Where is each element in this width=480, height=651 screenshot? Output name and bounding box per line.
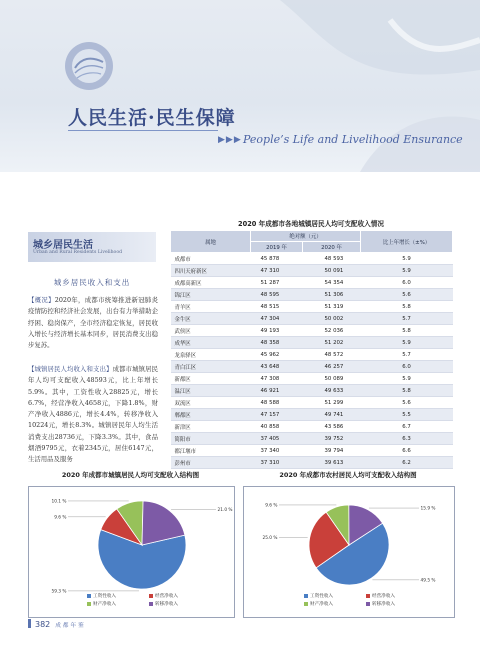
- title-divider: [68, 130, 218, 131]
- pie-data-label: 49.5 %: [420, 578, 436, 584]
- book-name: 成都年鉴: [55, 623, 86, 629]
- cell-2019: 40 858: [251, 421, 303, 433]
- page-title: 人民生活·民生保障: [68, 107, 236, 129]
- table-row: [171, 433, 453, 445]
- cell-2019: 37 405: [251, 433, 303, 445]
- header-amount: 绝对额（元）: [251, 231, 361, 242]
- table-row: [171, 289, 453, 301]
- pie-chart-urban: [29, 487, 234, 597]
- table-row: [171, 409, 453, 421]
- legend-item: [149, 593, 178, 599]
- cell-region: 成都高新区: [171, 277, 251, 289]
- legend-label: 财产净收入: [93, 602, 116, 607]
- table-row: [171, 385, 453, 397]
- cell-2019: 51 287: [251, 277, 303, 289]
- cell-2020: 54 354: [303, 277, 361, 289]
- cell-growth: 5.8: [361, 301, 453, 313]
- legend-swatch: [366, 594, 370, 598]
- header-region: 属地: [171, 231, 251, 253]
- legend-swatch: [366, 602, 370, 606]
- table-row: [171, 277, 453, 289]
- table-row: [171, 265, 453, 277]
- cell-region: 成华区: [171, 337, 251, 349]
- legend-label: 工资性收入: [310, 594, 333, 599]
- page-title-english: People’s Life and Livelihood Ensurance: [243, 133, 463, 146]
- cell-region: 青白江区: [171, 361, 251, 373]
- pie-data-label: 59.3 %: [51, 589, 67, 595]
- cell-2019: 47 304: [251, 313, 303, 325]
- legend-item: [304, 593, 333, 599]
- cell-2020: 43 586: [303, 421, 361, 433]
- cell-2020: 48 593: [303, 253, 361, 265]
- cell-growth: 5.7: [361, 349, 453, 361]
- cell-region: 简阳市: [171, 433, 251, 445]
- page-number: 382: [35, 620, 51, 629]
- table-row: [171, 373, 453, 385]
- paragraph-text: 2020年，成都市统筹推进新冠肺炎疫情防控和经济社会发展，出台有力举措助企纾困、稳岗保产，全市经济稳定恢复，居民收入增长与经济增长基本同步，居民消费支出稳步复苏。: [28, 296, 159, 350]
- cell-2020: 50 091: [303, 265, 361, 277]
- cell-growth: 6.0: [361, 277, 453, 289]
- cell-growth: 5.9: [361, 253, 453, 265]
- cell-region: 金牛区: [171, 313, 251, 325]
- table-row: [171, 457, 453, 469]
- cell-growth: 5.9: [361, 265, 453, 277]
- header-2019: 2019 年: [251, 242, 303, 253]
- cell-2020: 50 002: [303, 313, 361, 325]
- cell-growth: 5.9: [361, 337, 453, 349]
- section-heading-box: [28, 232, 156, 262]
- chart-title-urban: 2020 年成都市城镇居民人均可支配收入结构图: [61, 471, 200, 479]
- pie-data-label: 21.0 %: [217, 507, 233, 513]
- table-row: [171, 301, 453, 313]
- cell-region: 双流区: [171, 397, 251, 409]
- legend-swatch: [304, 602, 308, 606]
- cell-2019: 48 595: [251, 289, 303, 301]
- cell-region: 龙泉驿区: [171, 349, 251, 361]
- cell-2019: 43 648: [251, 361, 303, 373]
- pie-data-label: 9.6 %: [54, 515, 67, 521]
- legend-swatch: [149, 602, 153, 606]
- cell-growth: 6.3: [361, 433, 453, 445]
- cell-2019: 37 310: [251, 457, 303, 469]
- legend-item: [366, 601, 395, 607]
- chart-rural: [243, 486, 455, 618]
- paragraph-tag: 【概况】: [28, 296, 55, 304]
- cell-growth: 6.6: [361, 445, 453, 457]
- legend-item: [149, 601, 178, 607]
- legend-label: 转移净收入: [372, 602, 395, 607]
- cell-2020: 39 752: [303, 433, 361, 445]
- cell-growth: 5.8: [361, 325, 453, 337]
- emblem-icon: [63, 40, 115, 92]
- cell-2019: 45 962: [251, 349, 303, 361]
- footer-bar: [28, 619, 31, 628]
- cell-2019: 48 515: [251, 301, 303, 313]
- cell-2020: 51 306: [303, 289, 361, 301]
- pie-data-label: 10.1 %: [51, 499, 67, 505]
- cell-2020: 52 036: [303, 325, 361, 337]
- section-title: 城乡居民生活: [33, 240, 93, 251]
- legend-label: 经营净收入: [155, 594, 178, 599]
- cell-2020: 51 319: [303, 301, 361, 313]
- cell-region: 青羊区: [171, 301, 251, 313]
- cell-2019: 47 157: [251, 409, 303, 421]
- cell-region: 武侯区: [171, 325, 251, 337]
- legend-label: 财产净收入: [310, 602, 333, 607]
- cell-growth: 5.9: [361, 373, 453, 385]
- table-row: [171, 397, 453, 409]
- header-band: [0, 0, 480, 172]
- table-row: [171, 421, 453, 433]
- pie-data-label: 25.0 %: [262, 536, 278, 542]
- cell-region: 新津区: [171, 421, 251, 433]
- table-row: [171, 325, 453, 337]
- paragraph-urban: [28, 364, 158, 466]
- wave-decoration: [240, 0, 480, 172]
- arrows-icon: ▶▶▶: [218, 135, 242, 145]
- cell-region: 新都区: [171, 373, 251, 385]
- chart-title-rural: 2020 年成都市农村居民人均可支配收入结构图: [279, 471, 417, 479]
- pie-data-label: 9.6 %: [265, 503, 278, 509]
- cell-region: 温江区: [171, 385, 251, 397]
- paragraph-tag: 【城镇居民人均收入和支出】: [28, 365, 113, 373]
- income-table: [170, 230, 453, 469]
- cell-region: 郫都区: [171, 409, 251, 421]
- table-row: [171, 445, 453, 457]
- cell-growth: 6.7: [361, 421, 453, 433]
- cell-2019: 48 358: [251, 337, 303, 349]
- cell-growth: 6.0: [361, 361, 453, 373]
- legend-item: [87, 601, 116, 607]
- cell-2019: 45 878: [251, 253, 303, 265]
- section-subtitle: Urban and Rural Residents Livelihood: [33, 250, 123, 255]
- header-growth: 比上年增长（±%）: [361, 231, 453, 253]
- cell-2020: 50 089: [303, 373, 361, 385]
- header-2020: 2020 年: [303, 242, 361, 253]
- table-row: [171, 349, 453, 361]
- sub-heading: 城乡居民收入和支出: [53, 278, 131, 287]
- table-row: [171, 313, 453, 325]
- cell-growth: 5.5: [361, 409, 453, 421]
- legend-item: [366, 593, 395, 599]
- cell-region: 彭州市: [171, 457, 251, 469]
- cell-2019: 37 340: [251, 445, 303, 457]
- legend-swatch: [87, 594, 91, 598]
- cell-growth: 5.6: [361, 397, 453, 409]
- chart-urban: [28, 486, 235, 618]
- pie-data-label: 15.9 %: [420, 506, 436, 512]
- cell-region: 都江堰市: [171, 445, 251, 457]
- cell-2020: 39 794: [303, 445, 361, 457]
- cell-2020: 51 202: [303, 337, 361, 349]
- legend-item: [87, 593, 116, 599]
- legend-label: 转移净收入: [155, 602, 178, 607]
- pie-chart-rural: [244, 487, 454, 597]
- table-row: [171, 337, 453, 349]
- cell-growth: 5.7: [361, 313, 453, 325]
- paragraph-text: 成都市城镇居民年人均可支配收入48593元，比上年增长5.9%。其中，工资性收入28825元，增长6.7%，经营净收入4658元，下降1.8%，财产净收入4886元，增长4.4%，转移净收入10224元，增长8.3%。城镇居民年人均生活消费支出28736元，下降3.3%。其中，食品烟酒9795元，衣着2345元，居住6147元，生活用品及服务: [28, 365, 159, 464]
- legend-swatch: [149, 594, 153, 598]
- legend-swatch: [87, 602, 91, 606]
- table-title: 2020 年成都市各地城镇居民人均可支配收入情况: [238, 220, 384, 228]
- cell-2020: 48 572: [303, 349, 361, 361]
- legend-label: 工资性收入: [93, 594, 116, 599]
- cell-2019: 47 308: [251, 373, 303, 385]
- cell-2020: 39 613: [303, 457, 361, 469]
- cell-2019: 47 310: [251, 265, 303, 277]
- cell-2020: 46 257: [303, 361, 361, 373]
- legend-item: [304, 601, 333, 607]
- cell-growth: 5.6: [361, 289, 453, 301]
- cell-2020: 49 633: [303, 385, 361, 397]
- cell-2020: 51 299: [303, 397, 361, 409]
- paragraph-overview: [28, 295, 158, 351]
- cell-2020: 49 741: [303, 409, 361, 421]
- cell-growth: 5.8: [361, 385, 453, 397]
- cell-2019: 49 193: [251, 325, 303, 337]
- table-row: [171, 253, 453, 265]
- cell-2019: 46 921: [251, 385, 303, 397]
- table-body: [171, 253, 453, 469]
- legend-swatch: [304, 594, 308, 598]
- cell-2019: 48 588: [251, 397, 303, 409]
- legend-label: 经营净收入: [372, 594, 395, 599]
- page-footer: [28, 619, 86, 629]
- legend-rural: [304, 593, 424, 613]
- cell-region: 锦江区: [171, 289, 251, 301]
- table-row: [171, 361, 453, 373]
- cell-region: 四川天府新区: [171, 265, 251, 277]
- cell-growth: 6.2: [361, 457, 453, 469]
- legend-urban: [87, 593, 207, 613]
- cell-region: 成都市: [171, 253, 251, 265]
